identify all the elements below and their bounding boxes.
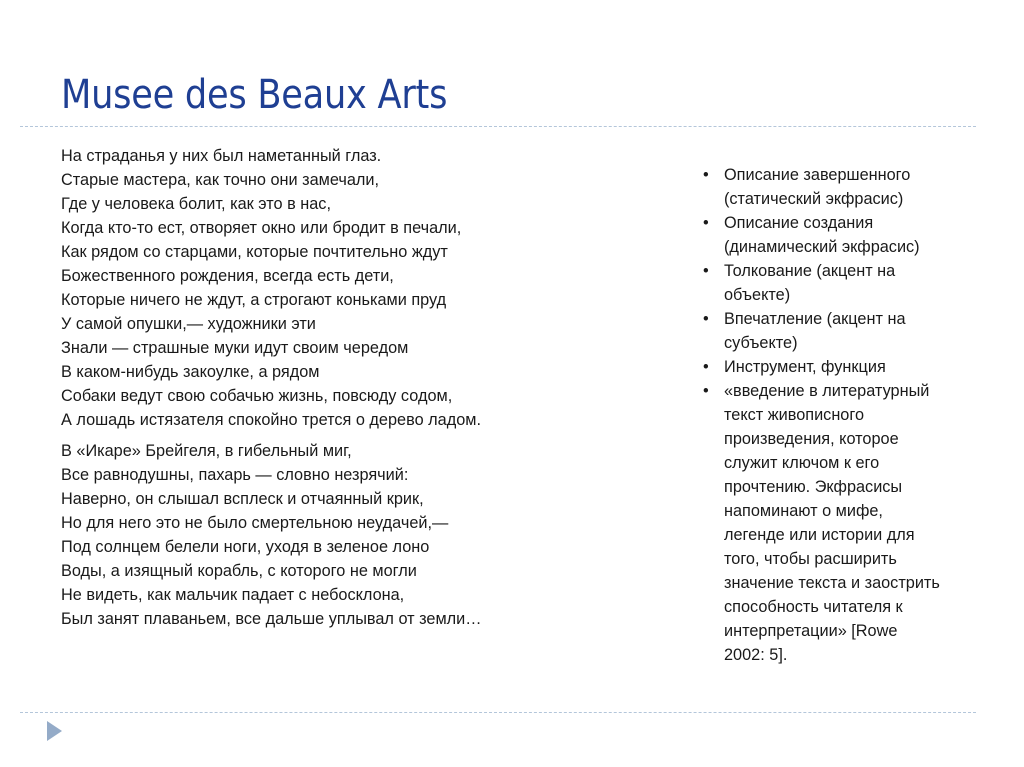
- list-item-line: напоминают о мифе,: [724, 502, 883, 520]
- list-item-line: Толкование (акцент на: [724, 262, 896, 280]
- poem-line: Где у человека болит, как это в нас,: [61, 195, 331, 213]
- poem-line: Когда кто-то ест, отворяет окно или бродит в печали,: [61, 219, 462, 237]
- list-item-line: произведения, которое: [724, 430, 899, 448]
- poem-text: [61, 144, 482, 638]
- nav-arrow-icon[interactable]: [47, 721, 62, 741]
- poem-line: Наверно, он слышал всплеск и отчаянный крик,: [61, 490, 424, 508]
- poem-line: У самой опушки,— художники эти: [61, 315, 316, 333]
- footer-divider: [20, 712, 976, 713]
- poem-line: Был занят плаваньем, все дальше уплывал от земли…: [61, 610, 482, 628]
- list-item-line: легенде или истории для: [724, 526, 915, 544]
- poem-line: А лошадь истязателя спокойно трется о дерево ладом.: [61, 411, 481, 429]
- poem-line: Под солнцем белели ноги, уходя в зеленое лоно: [61, 538, 430, 556]
- list-item-line: того, чтобы расширить: [724, 550, 897, 568]
- list-item: [703, 379, 940, 667]
- list-item-line: текст живописного: [724, 406, 864, 424]
- list-item-line: Описание создания: [724, 214, 874, 232]
- bullet-icon: •: [703, 310, 709, 328]
- poem-line: Которые ничего не ждут, а строгают коньками пруд: [61, 291, 447, 309]
- bullet-icon: •: [703, 358, 709, 376]
- poem-line: На страданья у них был наметанный глаз.: [61, 147, 382, 165]
- list-item-line: «введение в литературный: [724, 382, 930, 400]
- list-item-line: интерпретации» [Rowe: [724, 622, 898, 640]
- bullet-icon: •: [703, 262, 709, 280]
- poem-line: Знали — страшные муки идут своим чередом: [61, 339, 409, 357]
- poem-line: Как рядом со старцами, которые почтительно ждут: [61, 243, 448, 261]
- list-item-line: объекте): [724, 286, 791, 304]
- list-item-line: 2002: 5].: [724, 646, 788, 664]
- poem-line: Но для него это не было смертельною неудачей,—: [61, 514, 449, 532]
- poem-line: В каком-нибудь закоулке, а рядом: [61, 363, 320, 381]
- poem-stanza: [61, 144, 482, 432]
- list-item-line: (динамический экфрасис): [724, 238, 920, 256]
- bullet-icon: •: [703, 166, 709, 184]
- list-item-line: Впечатление (акцент на: [724, 310, 906, 328]
- poem-line: Все равнодушны, пахарь — словно незрячий:: [61, 466, 409, 484]
- poem-line: Старые мастера, как точно они замечали,: [61, 171, 380, 189]
- poem-line: Воды, а изящный корабль, с которого не могли: [61, 562, 417, 580]
- poem-line: Божественного рождения, всегда есть дети,: [61, 267, 394, 285]
- bullet-icon: •: [703, 214, 709, 232]
- list-item: [703, 259, 940, 307]
- title-divider: [20, 126, 976, 127]
- list-item-line: служит ключом к его: [724, 454, 880, 472]
- slide-title: Musee des Beaux Arts: [61, 72, 448, 118]
- poem-line: В «Икаре» Брейгеля, в гибельный миг,: [61, 442, 352, 460]
- poem-line: Не видеть, как мальчик падает с небосклона,: [61, 586, 405, 604]
- list-item: [703, 211, 940, 259]
- list-item: [703, 307, 940, 355]
- bullet-icon: •: [703, 382, 709, 400]
- list-item-line: Описание завершенного: [724, 166, 911, 184]
- poem-line: Собаки ведут свою собачью жизнь, повсюду содом,: [61, 387, 453, 405]
- poem-stanza: [61, 439, 482, 631]
- list-item: [703, 355, 940, 379]
- list-item-line: значение текста и заострить: [724, 574, 940, 592]
- list-item-line: субъекте): [724, 334, 798, 352]
- list-item-line: Инструмент, функция: [724, 358, 886, 376]
- list-item-line: прочтению. Экфрасисы: [724, 478, 903, 496]
- list-item-line: (статический экфрасис): [724, 190, 904, 208]
- list-item-line: способность читателя к: [724, 598, 903, 616]
- bullet-list: [703, 163, 940, 667]
- list-item: [703, 163, 940, 211]
